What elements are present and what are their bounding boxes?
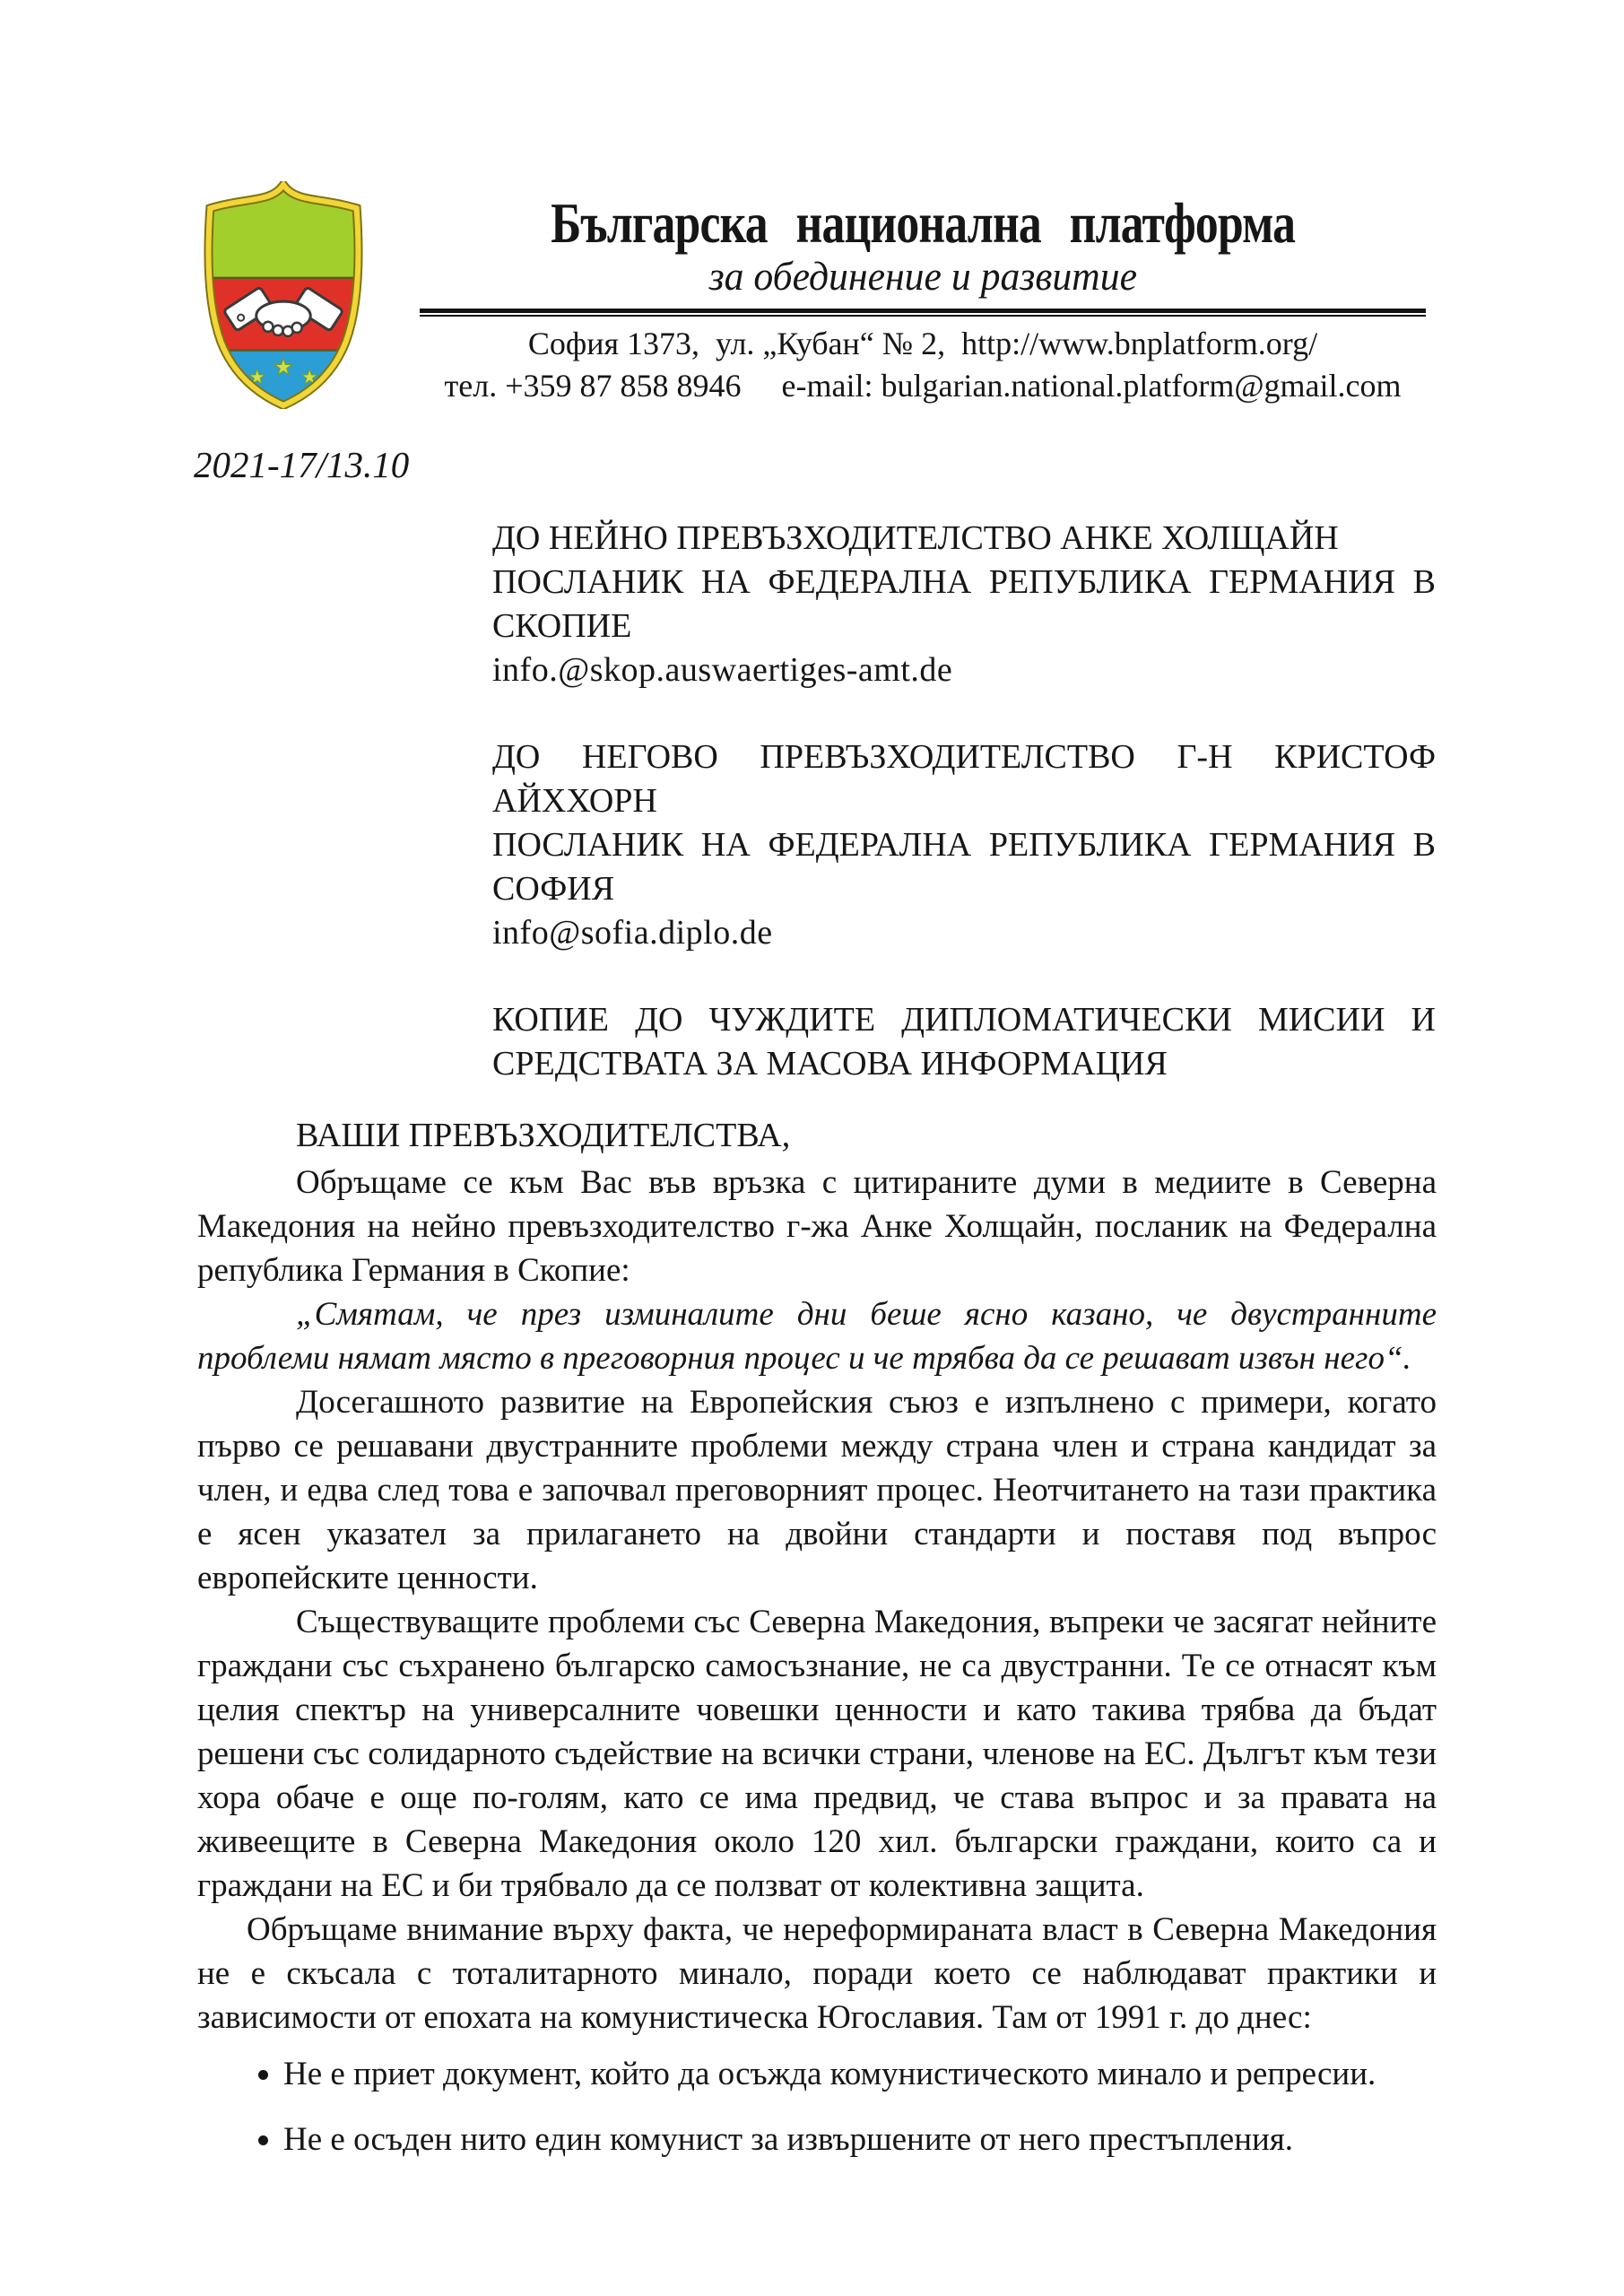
recipient-role: ПОСЛАНИК НА ФЕДЕРАЛНА РЕПУБЛИКА ГЕРМАНИЯ В СОФИЯ xyxy=(492,826,1436,908)
org-name-text: Българска национална платформа xyxy=(550,192,1295,255)
reference-number: 2021-17/13.10 xyxy=(194,444,410,485)
handshake-shield-icon xyxy=(203,181,364,409)
recipient-title: ДО НЕЙНО ПРЕВЪЗХОДИТЕЛСТВО АНКЕ ХОЛЩАЙН xyxy=(492,519,1339,557)
letterhead xyxy=(420,192,1426,406)
body-paragraph-3: Съществуващите проблеми със Северна Македония, въпреки че засягат нейните граждани със съхранено българско самосъзнание, не са двустранни. Те се отнасят към целия спектър на универсалните човешки ценности и като такива трябва да бъдат решени със солидарното съдействие на всички страни, членове на ЕС. Дългът към тези хора обаче е още по-голям, като се има предвид, че става въпрос и за правата на живеещите в Северна Македония около 120 хил. български граждани, които са и граждани на ЕС и би трябвало да се ползват от колективна защита. xyxy=(197,1604,1437,1904)
organization-logo xyxy=(203,181,364,409)
recipient-block-copy xyxy=(492,998,1436,1086)
shield-band-green xyxy=(203,181,363,278)
recipient-block-skopje xyxy=(492,517,1436,692)
recipient-role: ПОСЛАНИК НА ФЕДЕРАЛНА РЕПУБЛИКА ГЕРМАНИЯ В СКОПИЕ xyxy=(492,563,1436,645)
org-contact-line: тел. +359 87 858 8946 e-mail: bulgarian.national.platform@gmail.com xyxy=(444,368,1402,404)
recipient-title: КОПИЕ ДО ЧУЖДИТЕ ДИПЛОМАТИЧЕСКИ МИСИИ И СРЕДСТВАТА ЗА МАСОВА ИНФОРМАЦИЯ xyxy=(492,1001,1436,1083)
body-paragraph-2: Досегашното развитие на Европейския съюз е изпълнено с примери, когато първо се решавани двустранните проблеми между страна член и страна кандидат за член, и едва след това е започвал преговорният процес. Неотчитането на тази практика е ясен указател за прилагането на двойни стандарти и поставя под въпрос европейските ценности. xyxy=(197,1384,1437,1596)
org-subtitle xyxy=(420,255,1426,300)
salutation: ВАШИ ПРЕВЪЗХОДИТЕЛСТВА, xyxy=(296,1117,791,1154)
body-paragraph-4: Обръщаме внимание върху факта, че нереформираната власт в Северна Македония не е скъсала с тоталитарното минало, поради което се наблюдават практики и зависимости от епохата на комунистическа Югославия. Там от 1991 г. до днес: xyxy=(197,1911,1437,2036)
quoted-statement: „Смятам, че през изминалите дни беше ясно казано, че двустранните проблеми нямат място в преговорния процес и че трябва да се решават извън него“. xyxy=(197,1296,1437,1377)
recipient-block-sofia xyxy=(492,735,1436,955)
org-name xyxy=(420,192,1426,255)
recipients-section xyxy=(492,517,1436,1129)
letterhead-divider xyxy=(420,309,1426,317)
org-subtitle-text: за обединение и развитие xyxy=(708,253,1137,299)
letter-body xyxy=(197,1161,1437,2183)
body-paragraph-1: Обръщаме се към Вас във връзка с цитираните думи в медиите в Северна Македония на нейно превъзходителство г-жа Анке Холщайн, посланик на Федерална република Германия в Скопие: xyxy=(197,1164,1437,1289)
bullet-list xyxy=(197,2052,1437,2161)
bullet-item: • Не е осъден нито един комунист за извършените от него престъпления. xyxy=(283,2118,1437,2161)
bullet-item: • Не е приет документ, който да осъжда комунистическото минало и репресии. xyxy=(283,2052,1437,2096)
recipient-email: info.@skop.auswaertiges-amt.de xyxy=(492,651,953,689)
recipient-title: ДО НЕГОВО ПРЕВЪЗХОДИТЕЛСТВО Г-Н КРИСТОФ АЙХХОРН xyxy=(492,738,1436,820)
recipient-email: info@sofia.diplo.de xyxy=(492,914,773,952)
org-address-line: София 1373, ул. „Кубан“ № 2, http://www.bnplatform.org/ xyxy=(527,326,1318,361)
